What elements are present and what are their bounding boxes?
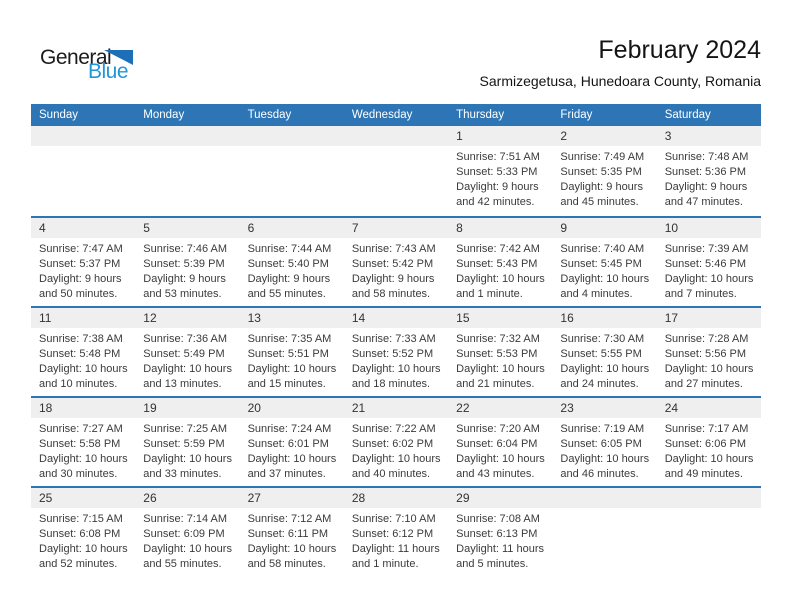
day-number bbox=[552, 488, 656, 508]
day-info-line: and 58 minutes. bbox=[247, 558, 326, 570]
day-info-line: Sunrise: 7:20 AM bbox=[456, 423, 540, 435]
day-info-line: and 52 minutes. bbox=[39, 558, 118, 570]
week-row bbox=[31, 216, 761, 306]
day-number: 11 bbox=[31, 308, 135, 328]
day-number: 3 bbox=[657, 126, 761, 146]
day-info-line: Daylight: 10 hours bbox=[39, 543, 128, 555]
day-info bbox=[135, 146, 239, 150]
day-info-line: and 50 minutes. bbox=[39, 288, 118, 300]
day-info bbox=[344, 508, 448, 572]
day-info-line: Daylight: 10 hours bbox=[664, 363, 754, 375]
day-info-line: Daylight: 10 hours bbox=[39, 363, 128, 375]
day-number: 14 bbox=[344, 308, 448, 328]
day-info-line: Daylight: 10 hours bbox=[456, 453, 545, 465]
day-number: 6 bbox=[240, 218, 344, 238]
day-number: 27 bbox=[240, 488, 344, 508]
day-info-line: Sunrise: 7:30 AM bbox=[560, 333, 645, 345]
day-number: 15 bbox=[448, 308, 552, 328]
day-info-line: Sunset: 5:43 PM bbox=[456, 258, 538, 270]
day-info bbox=[31, 508, 135, 572]
day-cell-23 bbox=[552, 398, 656, 486]
day-info bbox=[552, 238, 656, 302]
day-info-line: Sunset: 5:36 PM bbox=[664, 166, 747, 178]
weekday-header-sunday: Sunday bbox=[39, 109, 79, 121]
day-cell-19 bbox=[135, 398, 239, 486]
day-info-line: Sunrise: 7:33 AM bbox=[351, 333, 436, 345]
page-subtitle: Sarmizegetusa, Hunedoara County, Romania bbox=[479, 73, 761, 89]
day-info-line: Sunset: 5:42 PM bbox=[351, 258, 434, 270]
day-info bbox=[552, 328, 656, 392]
day-info-line: Daylight: 9 hours bbox=[664, 181, 748, 193]
weekday-header-monday: Monday bbox=[143, 109, 185, 121]
day-info-line: Daylight: 11 hours bbox=[456, 543, 544, 555]
day-info-line: and 33 minutes. bbox=[143, 468, 222, 480]
day-info-line: Sunrise: 7:24 AM bbox=[247, 423, 332, 435]
day-info-line: Sunrise: 7:47 AM bbox=[39, 243, 123, 255]
day-number: 22 bbox=[448, 398, 552, 418]
day-info-line: Sunrise: 7:35 AM bbox=[247, 333, 332, 345]
day-number: 25 bbox=[31, 488, 135, 508]
day-info-line: Daylight: 10 hours bbox=[143, 363, 232, 375]
weekday-header-thursday: Thursday bbox=[456, 109, 505, 121]
day-info-line: Sunrise: 7:12 AM bbox=[247, 513, 332, 525]
day-info-line: Sunrise: 7:49 AM bbox=[560, 151, 645, 163]
day-number: 28 bbox=[344, 488, 448, 508]
day-number bbox=[344, 126, 448, 146]
day-number bbox=[657, 488, 761, 508]
day-info-line: Sunset: 6:06 PM bbox=[664, 438, 747, 450]
day-info-line: Sunrise: 7:46 AM bbox=[143, 243, 228, 255]
day-info bbox=[31, 418, 135, 482]
day-number bbox=[135, 126, 239, 146]
day-info-line: and 46 minutes. bbox=[560, 468, 639, 480]
day-cell-15 bbox=[448, 308, 552, 396]
day-info-line: Sunset: 6:12 PM bbox=[351, 528, 434, 540]
day-cell-18 bbox=[31, 398, 135, 486]
day-info bbox=[657, 146, 761, 210]
day-info bbox=[448, 508, 552, 572]
day-info-line: Daylight: 9 hours bbox=[143, 273, 226, 285]
day-info-line: Sunrise: 7:28 AM bbox=[664, 333, 749, 345]
day-info-line: Sunrise: 7:10 AM bbox=[351, 513, 436, 525]
day-info bbox=[31, 146, 135, 150]
day-cell-25 bbox=[31, 488, 135, 576]
day-cell-empty bbox=[240, 126, 344, 216]
day-info-line: and 47 minutes. bbox=[664, 196, 743, 208]
day-number: 19 bbox=[135, 398, 239, 418]
day-info-line: Daylight: 10 hours bbox=[247, 453, 337, 465]
day-number: 1 bbox=[448, 126, 552, 146]
day-info-line: and 1 minute. bbox=[351, 558, 419, 570]
day-info-line: Daylight: 9 hours bbox=[456, 181, 539, 193]
day-number: 16 bbox=[552, 308, 656, 328]
week-row bbox=[31, 486, 761, 576]
day-info-line: Daylight: 10 hours bbox=[351, 453, 441, 465]
day-info-line: and 1 minute. bbox=[456, 288, 523, 300]
day-info bbox=[240, 328, 344, 392]
day-cell-22 bbox=[448, 398, 552, 486]
day-info bbox=[657, 328, 761, 392]
weekday-header-row bbox=[31, 104, 761, 126]
weekday-header-tuesday: Tuesday bbox=[247, 109, 292, 121]
day-cell-29 bbox=[448, 488, 552, 576]
day-info-line: Sunset: 5:45 PM bbox=[560, 258, 642, 270]
day-cell-13 bbox=[240, 308, 344, 396]
day-number: 17 bbox=[657, 308, 761, 328]
day-number bbox=[240, 126, 344, 146]
week-row bbox=[31, 396, 761, 486]
day-info-line: Daylight: 10 hours bbox=[143, 453, 232, 465]
day-info-line: Sunrise: 7:25 AM bbox=[143, 423, 228, 435]
day-info-line: and 18 minutes. bbox=[351, 378, 431, 390]
day-info-line: Sunrise: 7:38 AM bbox=[39, 333, 123, 345]
day-info-line: Sunrise: 7:36 AM bbox=[143, 333, 228, 345]
day-cell-5 bbox=[135, 218, 239, 306]
day-info-line: and 45 minutes. bbox=[560, 196, 639, 208]
day-number: 8 bbox=[448, 218, 552, 238]
calendar bbox=[31, 104, 761, 576]
day-info-line: and 4 minutes. bbox=[560, 288, 633, 300]
day-info-line: and 27 minutes. bbox=[664, 378, 743, 390]
day-info bbox=[448, 146, 552, 210]
day-cell-20 bbox=[240, 398, 344, 486]
day-info-line: Sunrise: 7:42 AM bbox=[456, 243, 540, 255]
day-info-line: and 55 minutes. bbox=[247, 288, 326, 300]
day-info-line: and 53 minutes. bbox=[143, 288, 222, 300]
day-info-line: and 55 minutes. bbox=[143, 558, 222, 570]
day-info-line: Sunset: 5:40 PM bbox=[247, 258, 329, 270]
day-cell-16 bbox=[552, 308, 656, 396]
day-number: 2 bbox=[552, 126, 656, 146]
week-row bbox=[31, 126, 761, 216]
weekday-header-saturday: Saturday bbox=[664, 109, 711, 121]
day-info-line: Sunset: 6:04 PM bbox=[456, 438, 538, 450]
day-number: 23 bbox=[552, 398, 656, 418]
day-info-line: Daylight: 10 hours bbox=[143, 543, 232, 555]
day-info bbox=[344, 146, 448, 150]
day-info bbox=[31, 328, 135, 392]
day-info-line: Sunrise: 7:08 AM bbox=[456, 513, 540, 525]
day-info bbox=[448, 328, 552, 392]
day-number bbox=[31, 126, 135, 146]
day-number: 21 bbox=[344, 398, 448, 418]
day-cell-12 bbox=[135, 308, 239, 396]
day-info bbox=[344, 238, 448, 302]
day-info-line: Sunrise: 7:44 AM bbox=[247, 243, 332, 255]
day-info-line: Sunset: 5:37 PM bbox=[39, 258, 121, 270]
day-number: 10 bbox=[657, 218, 761, 238]
day-cell-27 bbox=[240, 488, 344, 576]
day-info-line: Sunset: 5:33 PM bbox=[456, 166, 538, 178]
day-number: 9 bbox=[552, 218, 656, 238]
day-info-line: Daylight: 10 hours bbox=[560, 363, 650, 375]
day-cell-empty bbox=[552, 488, 656, 576]
day-info-line: Sunset: 5:48 PM bbox=[39, 348, 121, 360]
day-number: 20 bbox=[240, 398, 344, 418]
weekday-header-friday: Friday bbox=[560, 109, 593, 121]
day-info bbox=[135, 418, 239, 482]
day-info bbox=[657, 418, 761, 482]
logo bbox=[40, 46, 160, 90]
day-number: 7 bbox=[344, 218, 448, 238]
day-info-line: Sunrise: 7:15 AM bbox=[39, 513, 123, 525]
day-cell-empty bbox=[657, 488, 761, 576]
day-info bbox=[135, 508, 239, 572]
day-info-line: Sunset: 6:08 PM bbox=[39, 528, 121, 540]
day-cell-4 bbox=[31, 218, 135, 306]
day-info-line: Sunset: 5:46 PM bbox=[664, 258, 747, 270]
day-info-line: Sunrise: 7:39 AM bbox=[664, 243, 749, 255]
day-info bbox=[31, 238, 135, 302]
day-cell-2 bbox=[552, 126, 656, 216]
day-info-line: and 40 minutes. bbox=[351, 468, 431, 480]
day-number: 12 bbox=[135, 308, 239, 328]
day-cell-10 bbox=[657, 218, 761, 306]
calendar-weeks bbox=[31, 126, 761, 576]
day-info-line: Sunrise: 7:17 AM bbox=[664, 423, 749, 435]
day-info-line: Sunset: 5:53 PM bbox=[456, 348, 538, 360]
day-cell-17 bbox=[657, 308, 761, 396]
day-info-line: Daylight: 10 hours bbox=[664, 453, 754, 465]
day-number: 4 bbox=[31, 218, 135, 238]
day-number: 24 bbox=[657, 398, 761, 418]
day-info-line: Sunset: 5:58 PM bbox=[39, 438, 121, 450]
day-info-line: Daylight: 9 hours bbox=[39, 273, 122, 285]
day-info-line: Sunset: 6:09 PM bbox=[143, 528, 225, 540]
day-info-line: Daylight: 10 hours bbox=[351, 363, 441, 375]
day-info bbox=[448, 238, 552, 302]
day-info-line: and 58 minutes. bbox=[351, 288, 431, 300]
day-info-line: and 30 minutes. bbox=[39, 468, 118, 480]
day-info-line: Sunset: 5:56 PM bbox=[664, 348, 747, 360]
day-number: 5 bbox=[135, 218, 239, 238]
day-info-line: and 5 minutes. bbox=[456, 558, 529, 570]
day-cell-8 bbox=[448, 218, 552, 306]
day-info-line: and 13 minutes. bbox=[143, 378, 222, 390]
day-cell-9 bbox=[552, 218, 656, 306]
day-info-line: Sunset: 5:55 PM bbox=[560, 348, 642, 360]
day-info-line: Daylight: 10 hours bbox=[664, 273, 754, 285]
day-info-line: Sunset: 6:11 PM bbox=[247, 528, 329, 540]
day-info bbox=[240, 238, 344, 302]
logo-text-general: General bbox=[40, 46, 112, 69]
day-info-line: Sunrise: 7:27 AM bbox=[39, 423, 123, 435]
day-info bbox=[448, 418, 552, 482]
day-info-line: Sunset: 5:49 PM bbox=[143, 348, 225, 360]
day-info-line: Daylight: 10 hours bbox=[456, 273, 545, 285]
day-info bbox=[657, 508, 761, 512]
day-info-line: Sunrise: 7:14 AM bbox=[143, 513, 228, 525]
day-cell-empty bbox=[31, 126, 135, 216]
day-info-line: Sunset: 5:52 PM bbox=[351, 348, 434, 360]
day-info-line: Sunrise: 7:51 AM bbox=[456, 151, 540, 163]
day-cell-empty bbox=[135, 126, 239, 216]
day-info-line: Sunset: 5:39 PM bbox=[143, 258, 225, 270]
day-cell-7 bbox=[344, 218, 448, 306]
day-cell-28 bbox=[344, 488, 448, 576]
day-info bbox=[344, 328, 448, 392]
day-info-line: Daylight: 9 hours bbox=[247, 273, 331, 285]
day-info-line: and 10 minutes. bbox=[39, 378, 118, 390]
day-info-line: Sunset: 6:01 PM bbox=[247, 438, 329, 450]
day-cell-26 bbox=[135, 488, 239, 576]
day-info-line: Daylight: 9 hours bbox=[560, 181, 643, 193]
day-info-line: Sunrise: 7:48 AM bbox=[664, 151, 749, 163]
day-info-line: Daylight: 11 hours bbox=[351, 543, 440, 555]
day-info-line: and 42 minutes. bbox=[456, 196, 535, 208]
day-info-line: Daylight: 10 hours bbox=[560, 273, 650, 285]
day-info-line: and 21 minutes. bbox=[456, 378, 535, 390]
day-info-line: Sunrise: 7:40 AM bbox=[560, 243, 645, 255]
day-cell-1 bbox=[448, 126, 552, 216]
day-info bbox=[135, 328, 239, 392]
day-info bbox=[552, 418, 656, 482]
day-info-line: and 7 minutes. bbox=[664, 288, 737, 300]
day-info-line: Sunrise: 7:43 AM bbox=[351, 243, 436, 255]
day-info-line: and 15 minutes. bbox=[247, 378, 326, 390]
day-info-line: Sunset: 6:02 PM bbox=[351, 438, 434, 450]
day-info-line: Sunrise: 7:19 AM bbox=[560, 423, 645, 435]
day-cell-3 bbox=[657, 126, 761, 216]
day-info bbox=[240, 418, 344, 482]
day-cell-6 bbox=[240, 218, 344, 306]
day-number: 18 bbox=[31, 398, 135, 418]
day-cell-11 bbox=[31, 308, 135, 396]
day-number: 29 bbox=[448, 488, 552, 508]
day-info bbox=[240, 146, 344, 150]
day-info-line: Sunset: 5:51 PM bbox=[247, 348, 329, 360]
day-info bbox=[657, 238, 761, 302]
day-info-line: and 24 minutes. bbox=[560, 378, 639, 390]
day-info bbox=[135, 238, 239, 302]
day-info-line: and 43 minutes. bbox=[456, 468, 535, 480]
day-info-line: Daylight: 10 hours bbox=[39, 453, 128, 465]
day-number: 26 bbox=[135, 488, 239, 508]
day-info-line: Daylight: 9 hours bbox=[351, 273, 435, 285]
day-cell-14 bbox=[344, 308, 448, 396]
day-info-line: Sunrise: 7:32 AM bbox=[456, 333, 540, 345]
day-cell-empty bbox=[344, 126, 448, 216]
day-info bbox=[344, 418, 448, 482]
day-info-line: Sunset: 5:35 PM bbox=[560, 166, 642, 178]
day-info bbox=[552, 146, 656, 210]
day-info bbox=[240, 508, 344, 572]
day-info-line: Sunset: 6:13 PM bbox=[456, 528, 538, 540]
day-info-line: Daylight: 10 hours bbox=[456, 363, 545, 375]
day-cell-21 bbox=[344, 398, 448, 486]
day-info-line: Daylight: 10 hours bbox=[560, 453, 650, 465]
logo-text-blue: Blue bbox=[88, 60, 129, 83]
day-info-line: and 49 minutes. bbox=[664, 468, 743, 480]
day-info-line: Daylight: 10 hours bbox=[247, 363, 337, 375]
page-title: February 2024 bbox=[598, 36, 761, 64]
day-info-line: Sunrise: 7:22 AM bbox=[351, 423, 436, 435]
day-info-line: Sunset: 6:05 PM bbox=[560, 438, 642, 450]
day-number: 13 bbox=[240, 308, 344, 328]
title-block bbox=[480, 36, 761, 89]
week-row bbox=[31, 306, 761, 396]
day-info-line: Daylight: 10 hours bbox=[247, 543, 337, 555]
weekday-header-wednesday: Wednesday bbox=[351, 109, 413, 121]
day-cell-24 bbox=[657, 398, 761, 486]
day-info-line: and 37 minutes. bbox=[247, 468, 326, 480]
day-info-line: Sunset: 5:59 PM bbox=[143, 438, 225, 450]
day-info bbox=[552, 508, 656, 512]
